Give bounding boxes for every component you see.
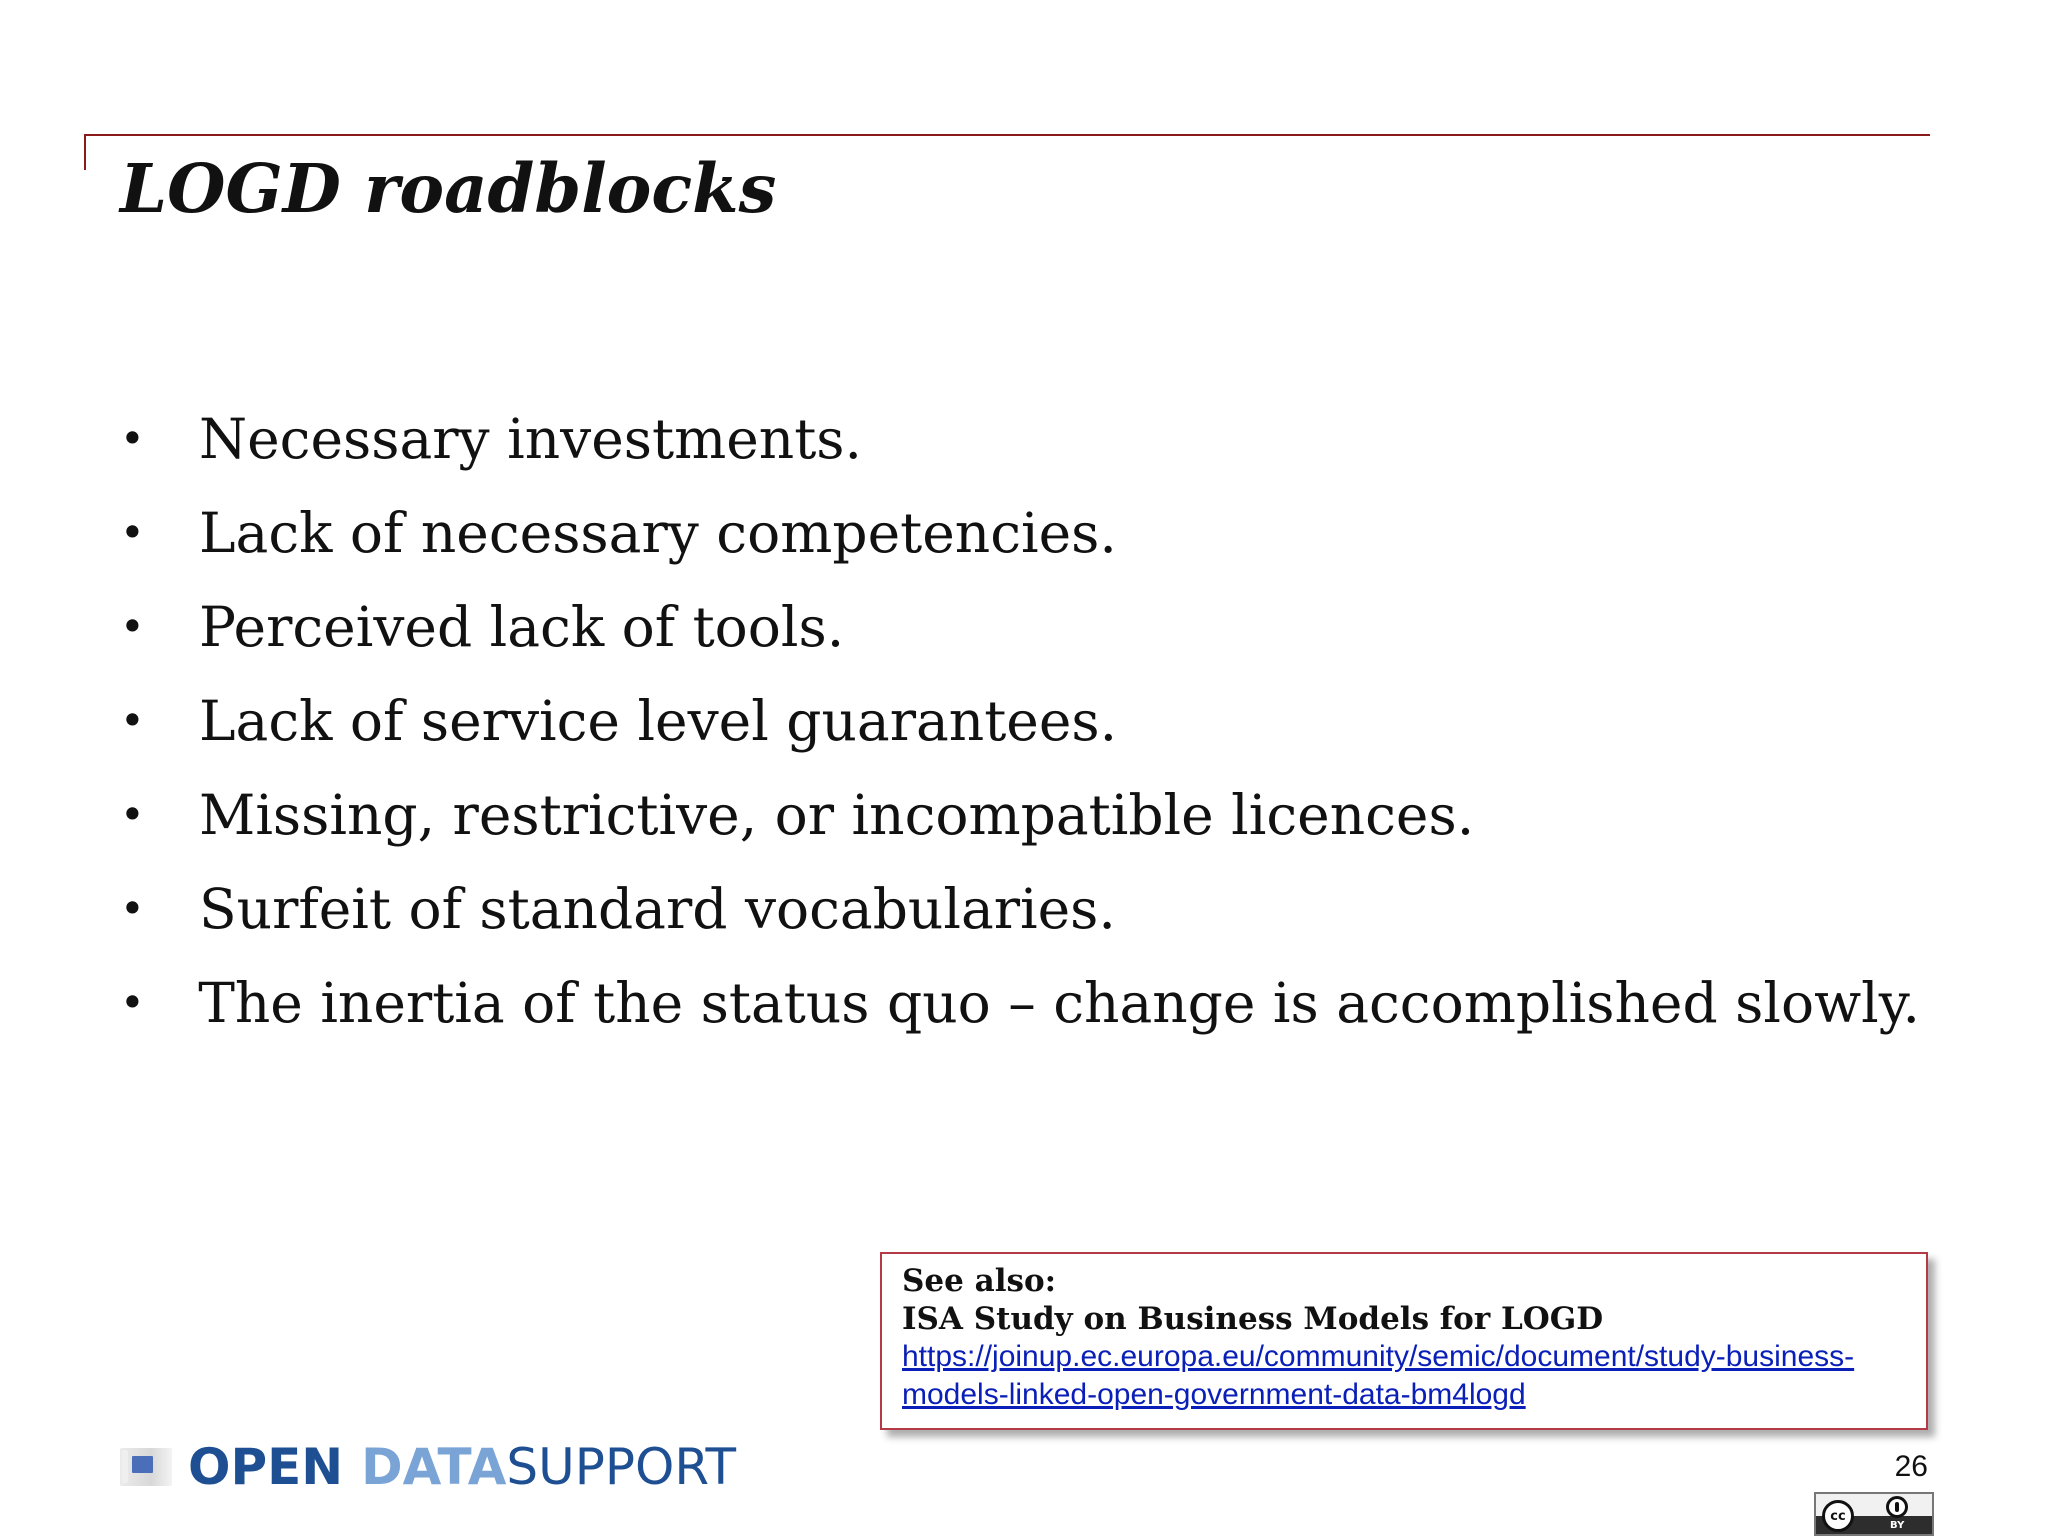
brand-support-text: SUPPORT [506, 1438, 737, 1496]
bullet-icon: • [120, 602, 145, 651]
bullet-text: Missing, restrictive, or incompatible licences. [199, 783, 1475, 847]
see-also-label: See also: [902, 1263, 1057, 1299]
title-rule-left [84, 134, 86, 170]
slide-title: LOGD roadblocks [120, 149, 777, 228]
bullet-icon: • [120, 414, 145, 463]
bullet-icon: • [120, 508, 145, 557]
bullet-item [120, 674, 1920, 768]
bullet-text: Necessary investments. [199, 407, 863, 471]
bullet-icon: • [120, 884, 145, 933]
open-data-support-logo [120, 1435, 736, 1499]
title-rule [84, 134, 1930, 136]
see-also-callout [880, 1252, 1928, 1430]
bullet-text: Surfeit of standard vocabularies. [199, 877, 1116, 941]
bullet-icon: • [120, 696, 145, 745]
bullet-list [120, 392, 1920, 1050]
cc-icon: cc [1822, 1500, 1854, 1532]
see-also-link[interactable]: https://joinup.ec.europa.eu/community/semic/document/study-business-models-linked-open-government-data-bm4logd [902, 1340, 1855, 1411]
brand-open-text: OPEN [188, 1438, 344, 1496]
bullet-text: Lack of necessary competencies. [199, 501, 1117, 565]
bullet-icon: • [120, 978, 145, 1027]
page-number: 26 [1894, 1450, 1928, 1483]
see-also-title: ISA Study on Business Models for LOGD [902, 1301, 1604, 1337]
bullet-item [120, 956, 1920, 1050]
bullet-text: Lack of service level guarantees. [199, 689, 1118, 753]
creative-commons-by-icon [1814, 1492, 1934, 1536]
attribution-person-icon [1886, 1496, 1908, 1518]
bullet-item [120, 392, 1920, 486]
bullet-item [120, 862, 1920, 956]
bullet-text: The inertia of the status quo – change is accomplished slowly. [198, 971, 1920, 1035]
bullet-icon: • [120, 790, 145, 839]
bullet-item [120, 580, 1920, 674]
bullet-item [120, 768, 1920, 862]
brand-data-text: DATA [361, 1438, 507, 1496]
cc-by-label: BY [1890, 1520, 1905, 1531]
bullet-text: Perceived lack of tools. [199, 595, 845, 659]
bullet-item [120, 486, 1920, 580]
eu-flag-icon [120, 1448, 172, 1486]
